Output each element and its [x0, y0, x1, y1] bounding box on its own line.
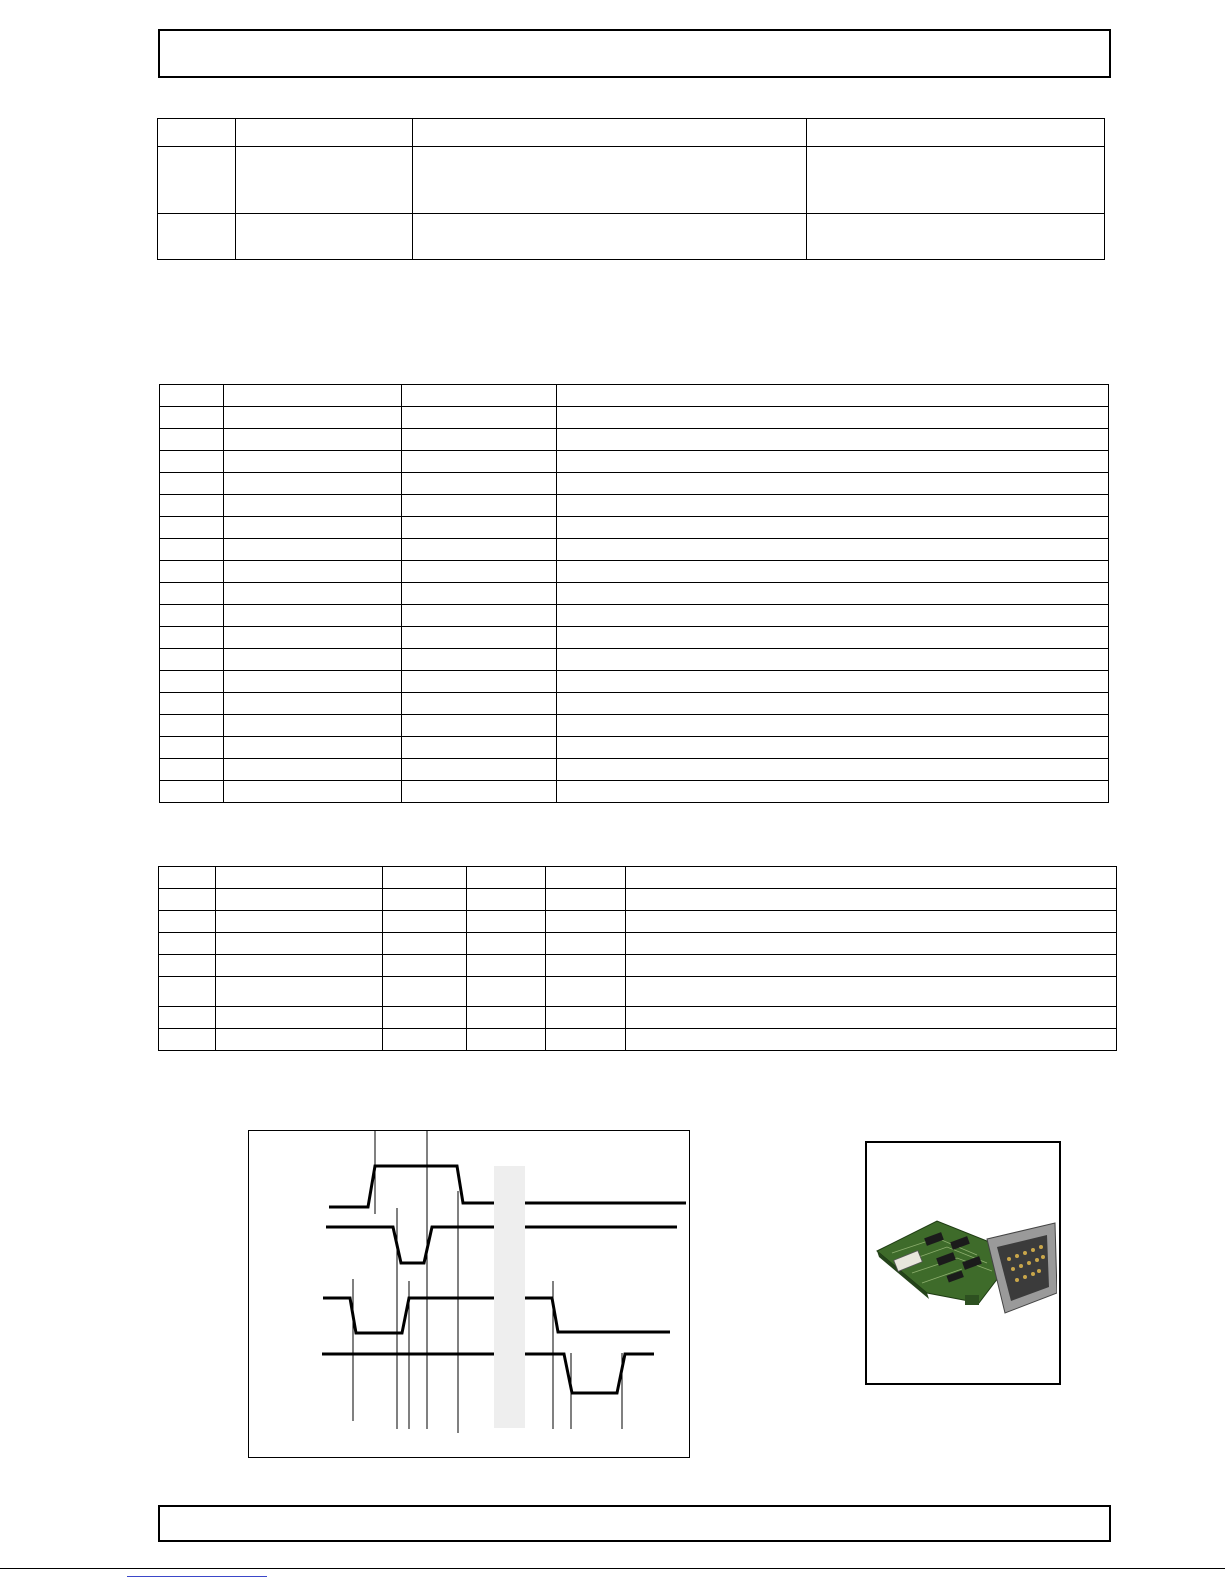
table-row [160, 715, 1109, 737]
table-cell [224, 671, 402, 693]
table-cell [383, 889, 467, 911]
table-cell [383, 1007, 467, 1029]
table-cell [160, 429, 224, 451]
timing-markers [353, 1131, 622, 1433]
table-row [160, 693, 1109, 715]
table-row [158, 147, 1105, 214]
table-cell [467, 1029, 546, 1051]
table-cell [159, 867, 216, 889]
table-cell [160, 737, 224, 759]
table-row [160, 627, 1109, 649]
table-cell [413, 214, 807, 260]
table-cell [626, 933, 1117, 955]
table-cell [402, 759, 557, 781]
table-cell [160, 715, 224, 737]
table-cell [402, 605, 557, 627]
table-cell [224, 407, 402, 429]
table-cell [236, 119, 413, 147]
table-cell [557, 671, 1109, 693]
table-cell [158, 147, 236, 214]
table-cell [557, 429, 1109, 451]
table-cell [160, 495, 224, 517]
table-cell [402, 495, 557, 517]
table-cell [159, 933, 216, 955]
table-cell [383, 977, 467, 1007]
table-cell [216, 889, 383, 911]
table-cell [402, 561, 557, 583]
table-cell [216, 1007, 383, 1029]
table-cell [160, 627, 224, 649]
table-cell [557, 539, 1109, 561]
table-cell [413, 147, 807, 214]
table-cell [160, 583, 224, 605]
table-cell [557, 473, 1109, 495]
table-cell [402, 539, 557, 561]
table-cell [383, 1029, 467, 1051]
table-cell [216, 911, 383, 933]
table-cell [224, 495, 402, 517]
table-cell [467, 889, 546, 911]
table-cell [402, 473, 557, 495]
table-cell [216, 977, 383, 1007]
table-cell [557, 715, 1109, 737]
table-cell [402, 429, 557, 451]
signal-3-waveform-cont [525, 1298, 670, 1332]
table-cell [557, 407, 1109, 429]
table-cell [467, 977, 546, 1007]
table-cell [224, 451, 402, 473]
table-cell [546, 955, 626, 977]
table-cell [402, 671, 557, 693]
table-cell [626, 1029, 1117, 1051]
table-cell [159, 911, 216, 933]
table-cell [160, 385, 224, 407]
table-cell [467, 955, 546, 977]
table-cell [160, 649, 224, 671]
table-cell [626, 955, 1117, 977]
table-cell [224, 385, 402, 407]
table-cell [224, 759, 402, 781]
table-row [160, 539, 1109, 561]
table-cell [383, 955, 467, 977]
table-cell [546, 933, 626, 955]
table-cell [807, 119, 1105, 147]
table-cell [159, 977, 216, 1007]
table-cell [402, 451, 557, 473]
table-cell [159, 955, 216, 977]
table-cell [224, 693, 402, 715]
table-cell [160, 539, 224, 561]
table-cell [402, 649, 557, 671]
table-row [159, 977, 1117, 1007]
table-row [160, 429, 1109, 451]
interface-board-icon [867, 1143, 1057, 1381]
table-cell [467, 1007, 546, 1029]
table-cell [546, 911, 626, 933]
table-cell [807, 214, 1105, 260]
table-row [160, 583, 1109, 605]
table-cell [224, 583, 402, 605]
table-row [160, 649, 1109, 671]
table-cell [557, 517, 1109, 539]
signal-4-waveform-cont [525, 1354, 654, 1393]
table-row [160, 517, 1109, 539]
table-cell [224, 627, 402, 649]
table-row [160, 473, 1109, 495]
table-cell [383, 933, 467, 955]
table-cell [160, 561, 224, 583]
table-row [160, 407, 1109, 429]
table-cell [546, 1007, 626, 1029]
table-cell [160, 781, 224, 803]
pin-table [159, 384, 1109, 803]
table-row [158, 214, 1105, 260]
table-cell [557, 693, 1109, 715]
table-cell [557, 495, 1109, 517]
table-row [160, 781, 1109, 803]
table-cell [402, 583, 557, 605]
signal-2-waveform [326, 1227, 494, 1263]
table-cell [224, 781, 402, 803]
table-cell [402, 737, 557, 759]
table-cell [159, 1007, 216, 1029]
table-cell [402, 781, 557, 803]
table-cell [402, 715, 557, 737]
table-cell [402, 407, 557, 429]
table-cell [224, 737, 402, 759]
table-row [159, 1007, 1117, 1029]
table-row [160, 605, 1109, 627]
table-cell [626, 911, 1117, 933]
table-row [158, 119, 1105, 147]
table-cell [216, 933, 383, 955]
table-cell [383, 911, 467, 933]
table-cell [158, 214, 236, 260]
table-cell [158, 119, 236, 147]
table-row [159, 955, 1117, 977]
table-cell [160, 605, 224, 627]
table-cell [160, 451, 224, 473]
table-row [160, 561, 1109, 583]
timing-diagram [248, 1130, 690, 1458]
header-box [158, 29, 1111, 78]
table-cell [216, 867, 383, 889]
table-cell [224, 561, 402, 583]
table-cell [160, 693, 224, 715]
table-row [159, 867, 1117, 889]
table-row [160, 737, 1109, 759]
table-cell [557, 385, 1109, 407]
table-cell [224, 473, 402, 495]
table-cell [159, 1029, 216, 1051]
timing-diagram-svg [249, 1131, 689, 1457]
table-cell [160, 473, 224, 495]
table-cell [224, 429, 402, 451]
table-cell [557, 759, 1109, 781]
table-row [159, 889, 1117, 911]
table-cell [216, 955, 383, 977]
table-cell [626, 867, 1117, 889]
table-cell [160, 407, 224, 429]
table-cell [807, 147, 1105, 214]
board-photo-frame [865, 1141, 1061, 1385]
table-cell [626, 1007, 1117, 1029]
table-cell [216, 1029, 383, 1051]
signal-1-waveform [329, 1166, 494, 1207]
table-cell [402, 693, 557, 715]
table-cell [557, 737, 1109, 759]
table-row [159, 911, 1117, 933]
table-cell [557, 781, 1109, 803]
table-cell [402, 517, 557, 539]
spec-table [158, 866, 1117, 1051]
table-cell [626, 977, 1117, 1007]
table-cell [236, 214, 413, 260]
table-cell [224, 715, 402, 737]
table-cell [467, 933, 546, 955]
table-cell [546, 1029, 626, 1051]
revision-table [157, 118, 1105, 260]
table-cell [224, 649, 402, 671]
table-cell [546, 977, 626, 1007]
table-cell [159, 889, 216, 911]
table-cell [236, 147, 413, 214]
table-cell [626, 889, 1117, 911]
table-row [160, 671, 1109, 693]
footer-link-underline[interactable] [127, 1576, 267, 1577]
table-cell [467, 867, 546, 889]
table-cell [546, 889, 626, 911]
table-row [160, 385, 1109, 407]
table-cell [402, 385, 557, 407]
table-cell [383, 867, 467, 889]
table-row [160, 451, 1109, 473]
table-cell [224, 605, 402, 627]
table-row [160, 495, 1109, 517]
table-cell [546, 867, 626, 889]
table-cell [557, 561, 1109, 583]
table-cell [160, 759, 224, 781]
table-cell [467, 911, 546, 933]
table-cell [557, 649, 1109, 671]
time-break-band [494, 1166, 525, 1428]
table-row [160, 759, 1109, 781]
table-row [159, 1029, 1117, 1051]
page-bottom-rule [0, 1568, 1225, 1569]
table-cell [224, 539, 402, 561]
table-cell [224, 517, 402, 539]
table-cell [160, 517, 224, 539]
table-row [159, 933, 1117, 955]
table-cell [413, 119, 807, 147]
table-cell [557, 605, 1109, 627]
table-cell [402, 627, 557, 649]
table-cell [557, 451, 1109, 473]
table-cell [557, 583, 1109, 605]
table-cell [160, 671, 224, 693]
footer-box [158, 1505, 1111, 1542]
table-cell [557, 627, 1109, 649]
